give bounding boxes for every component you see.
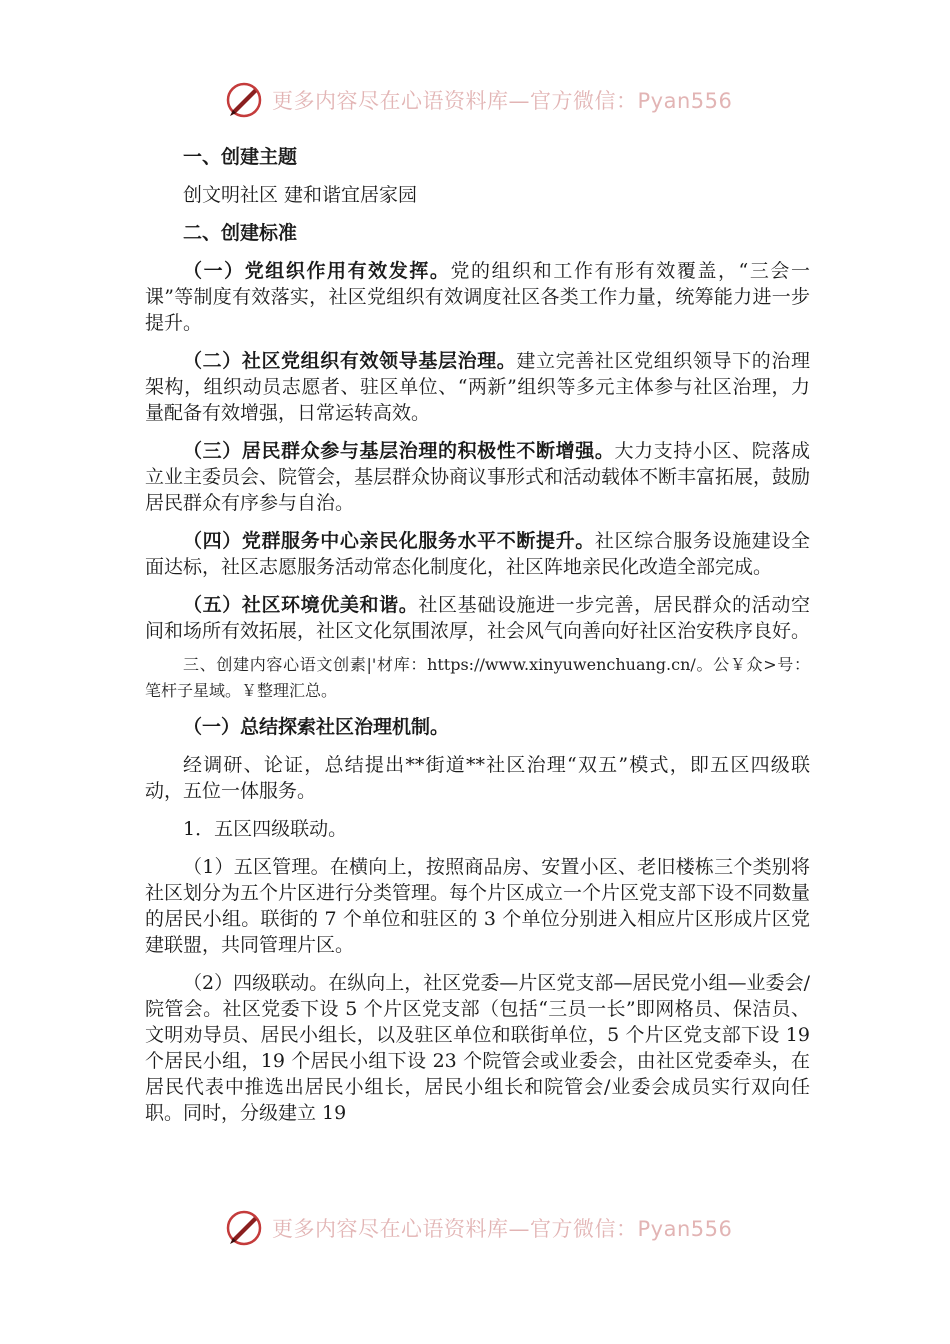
heading-theme: 一、创建主题 [183, 146, 298, 168]
standard-5-body: 社区基础设施进一步完善，居民群众的活动空间和场所有效拓展，社区文化氛围浓厚，社会风气向善向好社区治安秩序良好。 [145, 594, 811, 642]
standard-2-body: 建立完善社区党组织领导下的治理架构，组织动员志愿者、驻区单位、“两新”组织等多元主体参与社区治理，力量配备有效增强，日常运转高效。 [145, 350, 810, 424]
heading-content-watermark: 三、创建内容心语文创素|'材库：https://www.xinyuwenchuang.cn/。公￥众>号：笔杆子星域。￥整理汇总。 [145, 655, 810, 700]
content-paragraph-1: 经调研、论证，总结提出**街道**社区治理“双五”模式，即五区四级联动，五位一体服务。 [145, 754, 810, 802]
standard-3-body: 大力支持小区、院落成立业主委员会、院管会，基层群众协商议事形式和活动载体不断丰富拓展，鼓励居民群众有序参与自治。 [145, 440, 811, 514]
standard-3 [145, 438, 810, 516]
standard-5-title: （五）社区环境优美和谐。 [183, 594, 419, 616]
standard-1 [145, 258, 810, 336]
standard-4-title: （四）党群服务中心亲民化服务水平不断提升。 [183, 530, 595, 552]
standard-4 [145, 528, 810, 580]
footer-banner [224, 1206, 744, 1250]
standard-3-title: （三）居民群众参与基层治理的积极性不断增强。 [183, 440, 615, 462]
content-paragraph-2: 1．五区四级联动。 [183, 818, 348, 840]
content-paragraph-4: （2）四级联动。在纵向上，社区党委—片区党支部—居民党小组—业委会/院管会。社区党委下设 5 个片区党支部（包括“三员一长”即网格员、保洁员、文明劝导员、居民小组长，以及驻区单位和联街单位，5 个片区党支部下设 19 个居民小组，19 个居民小组下设 23 个院管会或业委会，由社区党委牵头，在居民代表中推选出居民小组长，居民小组长和院管会/业委会成员实行双向任职。同时，分级建立 19 [145, 972, 810, 1124]
standard-2-title: （二）社区党组织有效领导基层治理。 [183, 350, 517, 372]
standard-4-body: 社区综合服务设施建设全面达标，社区志愿服务活动常态化制度化，社区阵地亲民化改造全部完成。 [145, 530, 810, 578]
pen-circle-logo-icon [224, 1208, 264, 1248]
standard-5 [145, 592, 810, 644]
banner-text: 更多内容尽在心语资料库—官方微信：Pyan556 [272, 1217, 733, 1241]
header-banner [224, 78, 744, 122]
standard-1-body: 党的组织和工作有形有效覆盖，“三会一课”等制度有效落实，社区党组织有效调度社区各类工作力量，统筹能力进一步提升。 [145, 260, 810, 334]
content-subheading-1: （一）总结探索社区治理机制。 [183, 716, 450, 738]
content-paragraph-3: （1）五区管理。在横向上，按照商品房、安置小区、老旧楼栋三个类别将社区划分为五个片区进行分类管理。每个片区成立一个片区党支部下设不同数量的居民小组。联街的 7 个单位和驻区的 3 个单位分别进入相应片区形成片区党建联盟，共同管理片区。 [145, 856, 811, 956]
standard-2 [145, 348, 810, 426]
heading-standards: 二、创建标准 [183, 222, 298, 244]
pen-circle-logo-icon [224, 80, 264, 120]
theme-text: 创文明社区 建和谐宜居家园 [183, 184, 418, 206]
document-body [145, 140, 810, 1126]
standard-1-title: （一）党组织作用有效发挥。 [183, 260, 451, 282]
banner-text: 更多内容尽在心语资料库—官方微信：Pyan556 [272, 89, 733, 113]
